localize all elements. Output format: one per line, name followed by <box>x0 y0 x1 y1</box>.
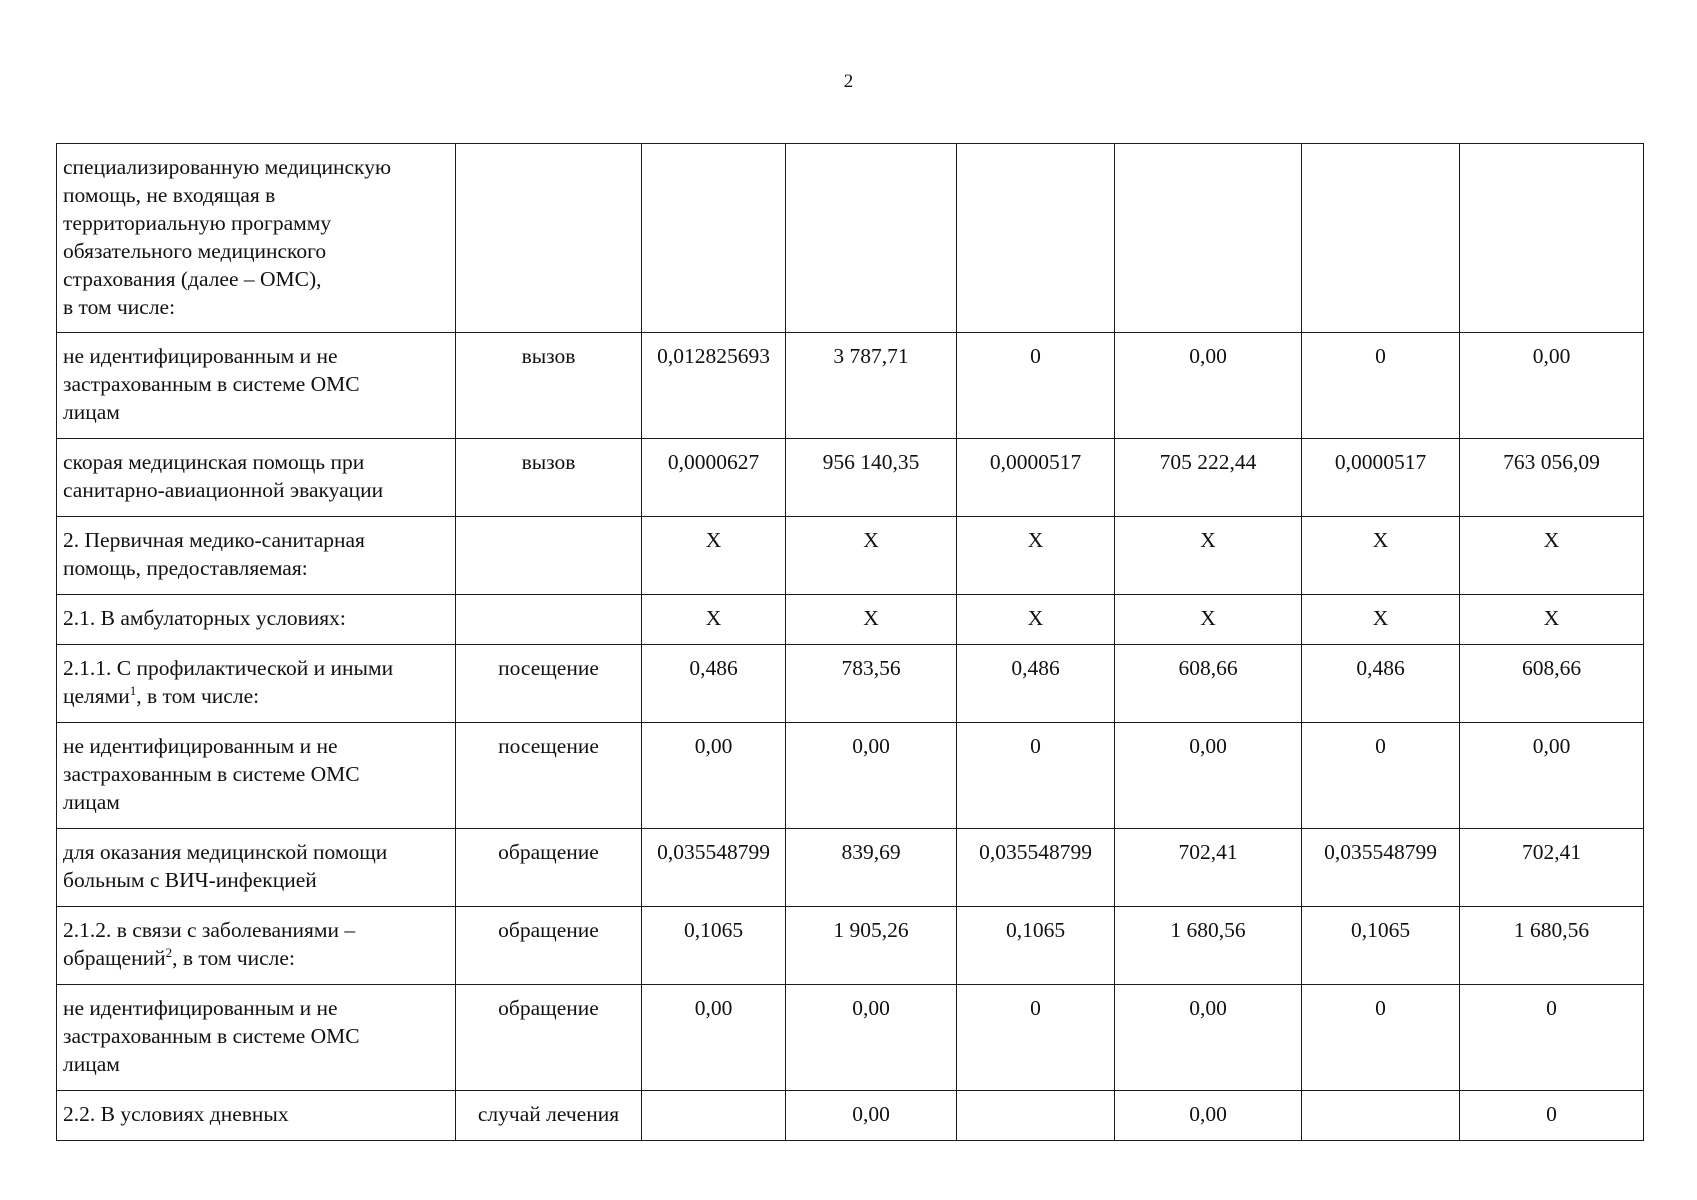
table-row <box>57 907 1644 985</box>
value-cell: 702,41 <box>1115 829 1302 907</box>
value-cell <box>786 144 957 333</box>
table-row <box>57 723 1644 829</box>
value-cell: 0,00 <box>786 723 957 829</box>
value-cell: 705 222,44 <box>1115 439 1302 517</box>
value-cell: 0,486 <box>642 645 786 723</box>
value-cell: 0,00 <box>1115 333 1302 439</box>
unit-cell: посещение <box>456 645 642 723</box>
value-cell: 3 787,71 <box>786 333 957 439</box>
value-cell: X <box>786 595 957 645</box>
page-number: 2 <box>843 71 854 92</box>
value-cell <box>957 144 1115 333</box>
value-cell: 0,00 <box>1460 723 1644 829</box>
value-cell: 783,56 <box>786 645 957 723</box>
row-label: не идентифицированным и не застрахованным в системе ОМС лицам <box>57 333 456 439</box>
value-cell: 0,035548799 <box>1302 829 1460 907</box>
unit-cell: обращение <box>456 829 642 907</box>
table-row <box>57 985 1644 1091</box>
value-cell: 0,00 <box>786 1091 957 1141</box>
value-cell: 0,00 <box>1115 985 1302 1091</box>
value-cell <box>1460 144 1644 333</box>
unit-cell: вызов <box>456 333 642 439</box>
value-cell <box>1302 144 1460 333</box>
value-cell: 702,41 <box>1460 829 1644 907</box>
unit-cell: обращение <box>456 907 642 985</box>
value-cell: 0 <box>957 723 1115 829</box>
value-cell: 0,012825693 <box>642 333 786 439</box>
value-cell: 839,69 <box>786 829 957 907</box>
row-label: специализированную медицинскую помощь, не входящая в территориальную программу обязательного медицинского страхования (далее – ОМС), в том числе: <box>57 144 456 333</box>
value-cell: X <box>1115 595 1302 645</box>
value-cell: 1 680,56 <box>1115 907 1302 985</box>
table-row <box>57 333 1644 439</box>
value-cell: 0,00 <box>1115 1091 1302 1141</box>
value-cell: X <box>642 517 786 595</box>
value-cell: X <box>786 517 957 595</box>
table-row <box>57 144 1644 333</box>
value-cell <box>957 1091 1115 1141</box>
row-label: не идентифицированным и не застрахованным в системе ОМС лицам <box>57 723 456 829</box>
value-cell: 0,00 <box>642 723 786 829</box>
value-cell: 0 <box>1460 1091 1644 1141</box>
value-cell: 0 <box>957 333 1115 439</box>
value-cell: 0,486 <box>1302 645 1460 723</box>
value-cell: X <box>1115 517 1302 595</box>
value-cell: 1 680,56 <box>1460 907 1644 985</box>
value-cell: 0,0000517 <box>1302 439 1460 517</box>
value-cell: X <box>642 595 786 645</box>
table-row <box>57 1091 1644 1141</box>
table-row <box>57 595 1644 645</box>
value-cell: X <box>957 595 1115 645</box>
footnote-marker: 2 <box>165 944 173 960</box>
unit-cell: случай лечения <box>456 1091 642 1141</box>
value-cell: 0 <box>1302 723 1460 829</box>
row-label: 2.1.1. С профилактической и иными целями$^1$, в том числе: <box>57 645 456 723</box>
value-cell: X <box>957 517 1115 595</box>
value-cell: 0,0000517 <box>957 439 1115 517</box>
value-cell: 0,1065 <box>1302 907 1460 985</box>
value-cell: 608,66 <box>1115 645 1302 723</box>
unit-cell <box>456 595 642 645</box>
unit-cell <box>456 144 642 333</box>
table-row <box>57 645 1644 723</box>
value-cell: 956 140,35 <box>786 439 957 517</box>
unit-cell: вызов <box>456 439 642 517</box>
value-cell: 1 905,26 <box>786 907 957 985</box>
value-cell <box>642 144 786 333</box>
unit-cell <box>456 517 642 595</box>
value-cell: 763 056,09 <box>1460 439 1644 517</box>
value-cell: X <box>1302 517 1460 595</box>
row-label: 2.1.2. в связи с заболеваниями – обращений$^2$, в том числе: <box>57 907 456 985</box>
value-cell: 0,035548799 <box>957 829 1115 907</box>
table-row <box>57 517 1644 595</box>
value-cell: X <box>1460 517 1644 595</box>
value-cell: 0,486 <box>957 645 1115 723</box>
table-row <box>57 829 1644 907</box>
row-label: для оказания медицинской помощи больным с ВИЧ-инфекцией <box>57 829 456 907</box>
value-cell: 0,00 <box>642 985 786 1091</box>
value-cell: 0,035548799 <box>642 829 786 907</box>
row-label: не идентифицированным и не застрахованным в системе ОМС лицам <box>57 985 456 1091</box>
table-row <box>57 439 1644 517</box>
row-label: 2.1. В амбулаторных условиях: <box>57 595 456 645</box>
value-cell: 608,66 <box>1460 645 1644 723</box>
value-cell: X <box>1460 595 1644 645</box>
value-cell <box>642 1091 786 1141</box>
value-cell: 0 <box>1302 333 1460 439</box>
value-cell: 0,1065 <box>642 907 786 985</box>
value-cell: 0,0000627 <box>642 439 786 517</box>
value-cell: X <box>1302 595 1460 645</box>
value-cell <box>1115 144 1302 333</box>
row-label: 2. Первичная медико-санитарная помощь, предоставляемая: <box>57 517 456 595</box>
row-label: скорая медицинская помощь при санитарно-авиационной эвакуации <box>57 439 456 517</box>
value-cell: 0,00 <box>1115 723 1302 829</box>
value-cell: 0,00 <box>1460 333 1644 439</box>
unit-cell: обращение <box>456 985 642 1091</box>
value-cell: 0,1065 <box>957 907 1115 985</box>
unit-cell: посещение <box>456 723 642 829</box>
row-label: 2.2. В условиях дневных <box>57 1091 456 1141</box>
care-volume-table <box>56 143 1644 1141</box>
value-cell: 0,00 <box>786 985 957 1091</box>
value-cell: 0 <box>957 985 1115 1091</box>
value-cell <box>1302 1091 1460 1141</box>
value-cell: 0 <box>1460 985 1644 1091</box>
footnote-marker: 1 <box>129 682 137 698</box>
value-cell: 0 <box>1302 985 1460 1091</box>
